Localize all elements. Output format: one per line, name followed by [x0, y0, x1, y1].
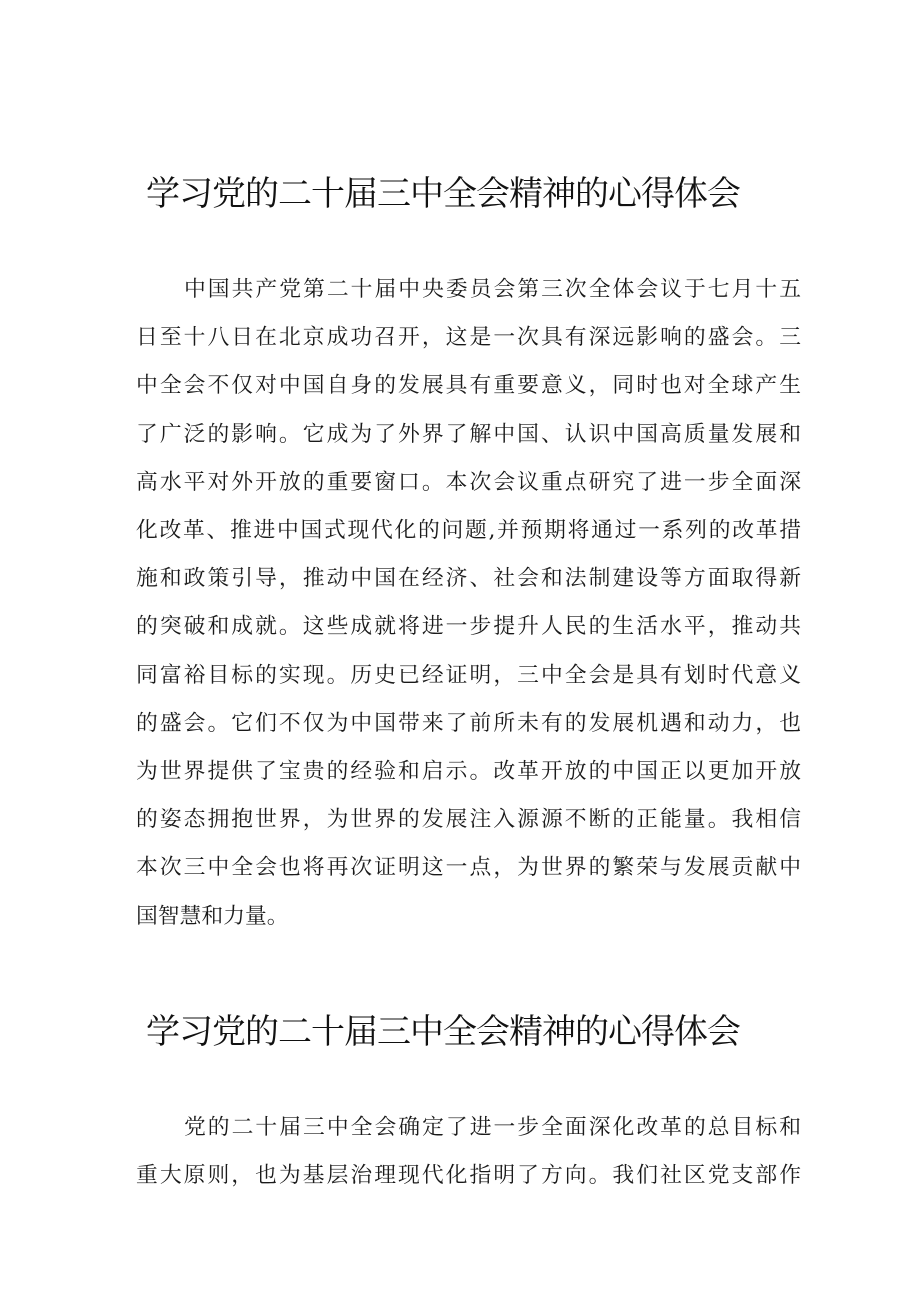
paragraph-line: 国智慧和力量。 — [136, 903, 289, 929]
paragraph-line: 同富裕目标的实现。历史已经证明，三中全会是具有划时代意义 — [136, 662, 801, 688]
paragraph-line: 为世界提供了宝贵的经验和启示。改革开放的中国正以更加开放 — [136, 759, 801, 785]
paragraph-line: 的姿态拥抱世界，为世界的发展注入源源不断的正能量。我相信 — [136, 807, 801, 833]
section-title: 学习党的二十届三中全会精神的心得体会 — [146, 1012, 740, 1052]
paragraph-line: 高水平对外开放的重要窗口。本次会议重点研究了进一步全面深 — [136, 469, 801, 495]
paragraph-line: 了广泛的影响。它成为了外界了解中国、认识中国高质量发展和 — [136, 421, 801, 447]
paragraph-line: 党的二十届三中全会确定了进一步全面深化改革的总目标和 — [184, 1115, 801, 1140]
section-paragraph — [136, 1104, 801, 1204]
paragraph-line: 的盛会。它们不仅为中国带来了前所未有的发展机遇和动力，也 — [136, 710, 801, 736]
paragraph-line: 中国共产党第二十届中央委员会第三次全体会议于七月十五 — [184, 277, 801, 302]
paragraph-line: 施和政策引导，推动中国在经济、社会和法制建设等方面取得新 — [136, 566, 801, 592]
section-title: 学习党的二十届三中全会精神的心得体会 — [146, 174, 740, 214]
paragraph-line: 日至十八日在北京成功召开，这是一次具有深远影响的盛会。三 — [136, 325, 801, 351]
paragraph-line: 的突破和成就。这些成就将进一步提升人民的生活水平，推动共 — [136, 614, 801, 640]
section-paragraph — [136, 266, 801, 941]
paragraph-line: 中全会不仅对中国自身的发展具有重要意义，同时也对全球产生 — [136, 373, 801, 399]
paragraph-line: 化改革、推进中国式现代化的问题,并预期将通过一系列的改革措 — [136, 518, 801, 544]
paragraph-line: 本次三中全会也将再次证明这一点，为世界的繁荣与发展贡献中 — [136, 855, 801, 881]
paragraph-line: 重大原则，也为基层治理现代化指明了方向。我们社区党支部作 — [136, 1163, 801, 1189]
